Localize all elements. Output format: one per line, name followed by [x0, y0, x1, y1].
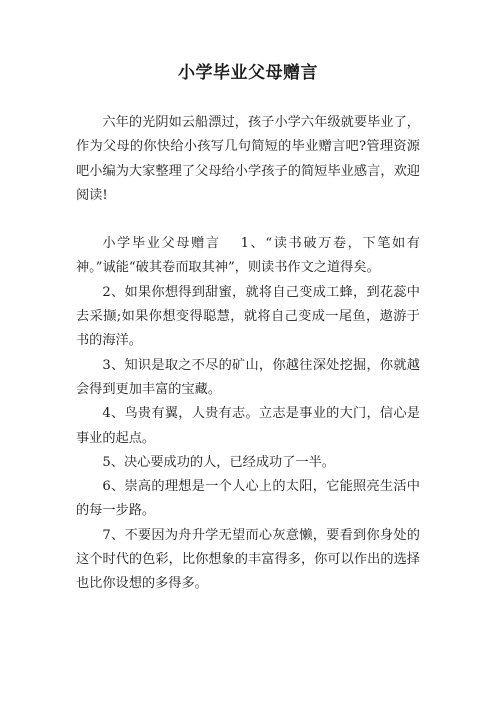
document-title: 小学毕业父母赠言	[178, 63, 318, 83]
quote-item-6: 6、崇高的理想是一个人心上的太阳，它能照亮生活中的每一步路。	[76, 479, 420, 519]
quote-item-2: 2、如果你想得到甜蜜，就将自己变成工蜂，到花蕊中去采撷;如果你想变得聪慧，就将自己变成一尾鱼，遨游于书的海洋。	[76, 284, 420, 349]
quote-item-7: 7、不要因为舟升学无望而心灰意懒，要看到你身处的这个时代的色彩，比你想象的丰富得多，你可以作出的选择也比你设想的多得多。	[76, 527, 420, 592]
quote-item-1-text: 1、“读书破万卷，下笔如有神。”诚能“破其卷而取其神”，则读书作文之道得矣。	[76, 236, 420, 276]
section-heading: 小学毕业父母赠言	[102, 236, 221, 252]
quote-item-4: 4、鸟贵有翼，人贵有志。立志是事业的大门，信心是事业的起点。	[76, 406, 420, 446]
intro-paragraph: 六年的光阴如云船漂过，孩子小学六年级就要毕业了，作为父母的你快给小孩写几句简短的毕业赠言吧?管理资源吧小编为大家整理了父母给小学孩子的简短毕业感言，欢迎阅读!	[76, 115, 420, 203]
quote-item-3: 3、知识是取之不尽的矿山，你越往深处挖掘，你就越会得到更加丰富的宝藏。	[76, 357, 420, 397]
quote-item-5: 5、决心要成功的人，已经成功了一半。	[102, 454, 335, 470]
quote-item-1	[76, 232, 420, 281]
